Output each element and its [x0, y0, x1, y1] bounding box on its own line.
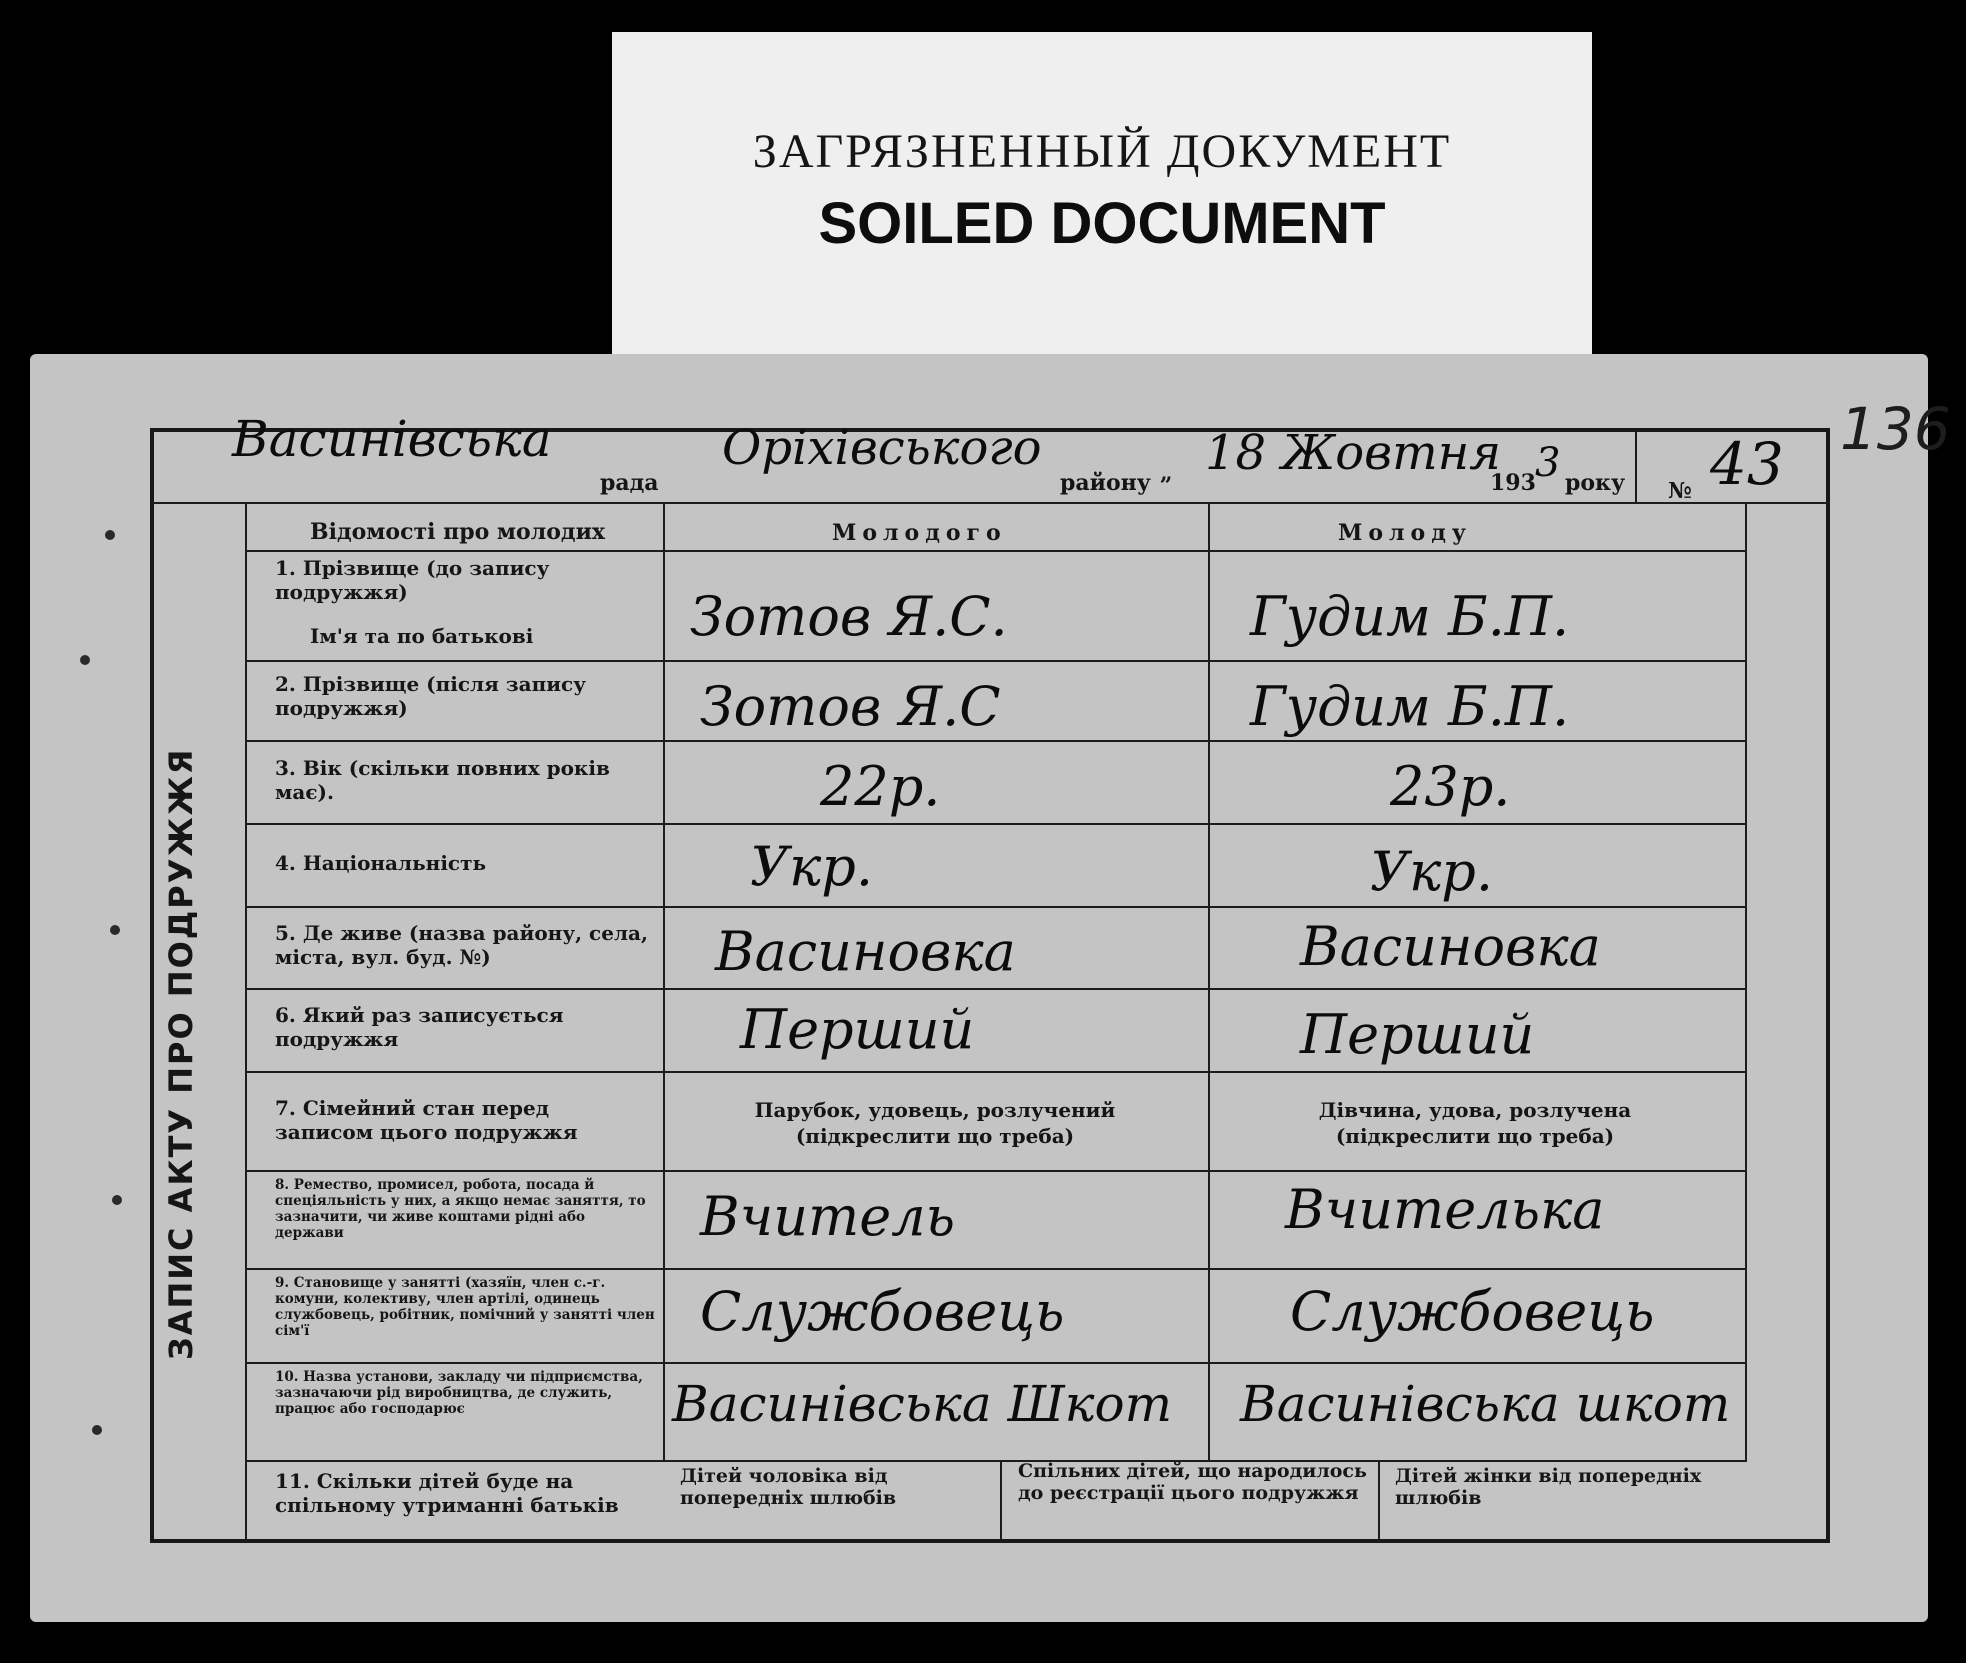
divider: [1378, 1460, 1380, 1542]
divider: [663, 502, 665, 1462]
divider: [150, 502, 1830, 504]
row-7-groom-options: Парубок, удовець, розлучений: [754, 1098, 1116, 1122]
row-1-groom: Зотов Я.С.: [690, 585, 1008, 648]
row-4-label: 4. Національність: [275, 851, 487, 875]
row-6-label: 6. Який раз записується подружжя: [275, 1003, 564, 1051]
row-4-bride: Укр.: [1370, 840, 1494, 903]
row-5-label: 5. Де живе (назва району, села, міста, вул. буд. №): [275, 921, 648, 969]
row-4-groom: Укр.: [750, 835, 874, 898]
divider: [245, 1170, 1745, 1172]
row-2-bride: Гудим Б.П.: [1250, 675, 1570, 738]
row-1-label: 1. Прізвище (до запису подружжя): [275, 556, 550, 604]
label-english: SOILED DOCUMENT: [818, 191, 1386, 256]
divider: [245, 502, 247, 1542]
row-7-groom-note: (підкреслити що треба): [795, 1124, 1075, 1148]
row-9-groom: Службовець: [700, 1280, 1065, 1343]
divider: [245, 988, 1745, 990]
row-9-bride: Службовець: [1290, 1280, 1655, 1343]
row-1-bride: Гудим Б.П.: [1250, 585, 1570, 648]
row-10-groom: Васинівська Шкот: [672, 1375, 1172, 1433]
row-10-bride: Васинівська шкот: [1240, 1375, 1731, 1433]
year-prefix: 193: [1490, 470, 1536, 496]
divider: [245, 1362, 1745, 1364]
punch-hole: [105, 530, 115, 540]
divider: [245, 550, 1745, 552]
divider: [245, 906, 1745, 908]
divider: [245, 1071, 1745, 1073]
row-5-groom: Васиновка: [715, 920, 1016, 983]
year-digit: 3: [1535, 440, 1561, 486]
row-11-col-2: Спільних дітей, що народилось до реєстрації цього подружжя: [1018, 1460, 1367, 1505]
column-header-info: Відомості про молодих: [310, 519, 606, 545]
district-name: Оріхівського: [722, 420, 1042, 476]
divider: [1745, 502, 1747, 1462]
divider: [1635, 430, 1637, 502]
label-russian: ЗАГРЯЗНЕННЫЙ ДОКУМЕНТ: [752, 125, 1452, 178]
row-3-bride: 23р.: [1390, 755, 1511, 818]
row-3-label: 3. Вік (скільки повних років має).: [275, 756, 610, 804]
row-8-label: 8. Ремество, промисел, робота, посада й спеціяльність у них, а якщо немає заняття, то зазначити, чи живе коштами рідні або держави: [275, 1177, 646, 1241]
year-label: року: [1565, 470, 1626, 496]
row-3-groom: 22р.: [820, 755, 941, 818]
row-9-label: 9. Становище у занятті (хазяїн, член с.-г. комуни, колективу, член артілі, одинець службовець, робітник, помічний у занятті член сім'ї: [275, 1275, 655, 1339]
divider: [245, 1268, 1745, 1270]
district-label: району: [1060, 470, 1151, 496]
soiled-document-label: [612, 32, 1592, 354]
row-8-groom: Вчитель: [700, 1185, 955, 1248]
row-8-bride: Вчителька: [1285, 1178, 1605, 1241]
council-label: рада: [600, 470, 659, 496]
divider: [1208, 502, 1210, 1462]
row-2-label: 2. Прізвище (після запису подружжя): [275, 672, 587, 720]
divider: [245, 660, 1745, 662]
punch-hole: [80, 655, 90, 665]
row-11-label: 11. Скільки дітей буде на спільному утриманні батьків: [275, 1469, 619, 1517]
punch-hole: [92, 1425, 102, 1435]
row-7-bride-note: (підкреслити що треба): [1335, 1124, 1615, 1148]
column-header-groom: Молодого: [832, 520, 1007, 546]
column-header-bride: Молоду: [1338, 520, 1472, 546]
row-7-bride-options: Дівчина, удова, розлучена: [1318, 1098, 1632, 1122]
number-label: №: [1668, 478, 1692, 504]
row-11-col-1: Дітей чоловіка від попередніх шлюбів: [680, 1465, 897, 1510]
date-value: 18 Жовтня: [1205, 425, 1502, 481]
row-2-groom: Зотов Я.С: [700, 675, 1001, 738]
record-number: 43: [1710, 430, 1784, 498]
punch-hole: [112, 1195, 122, 1205]
divider: [1000, 1460, 1002, 1542]
row-1-sublabel: Ім'я та по батькові: [310, 624, 534, 648]
row-7-label: 7. Сімейний стан перед записом цього подружжя: [275, 1096, 578, 1144]
archive-number: 136: [1840, 395, 1951, 463]
date-quote: „: [1160, 460, 1173, 486]
divider: [245, 823, 1745, 825]
divider: [245, 740, 1745, 742]
divider: [245, 1460, 1745, 1462]
punch-hole: [110, 925, 120, 935]
row-5-bride: Васиновка: [1300, 915, 1601, 978]
row-11-col-3: Дітей жінки від попередніх шлюбів: [1395, 1465, 1702, 1510]
row-10-label: 10. Назва установи, закладу чи підприємства, зазначаючи рід виробництва, де служить, працює або господарює: [275, 1369, 643, 1417]
council-name: Васинівська: [232, 410, 552, 468]
row-6-groom: Перший: [740, 998, 975, 1061]
side-title: ЗАПИС АКТУ ПРО ПОДРУЖЖЯ: [162, 747, 200, 1360]
row-6-bride: Перший: [1300, 1003, 1535, 1066]
